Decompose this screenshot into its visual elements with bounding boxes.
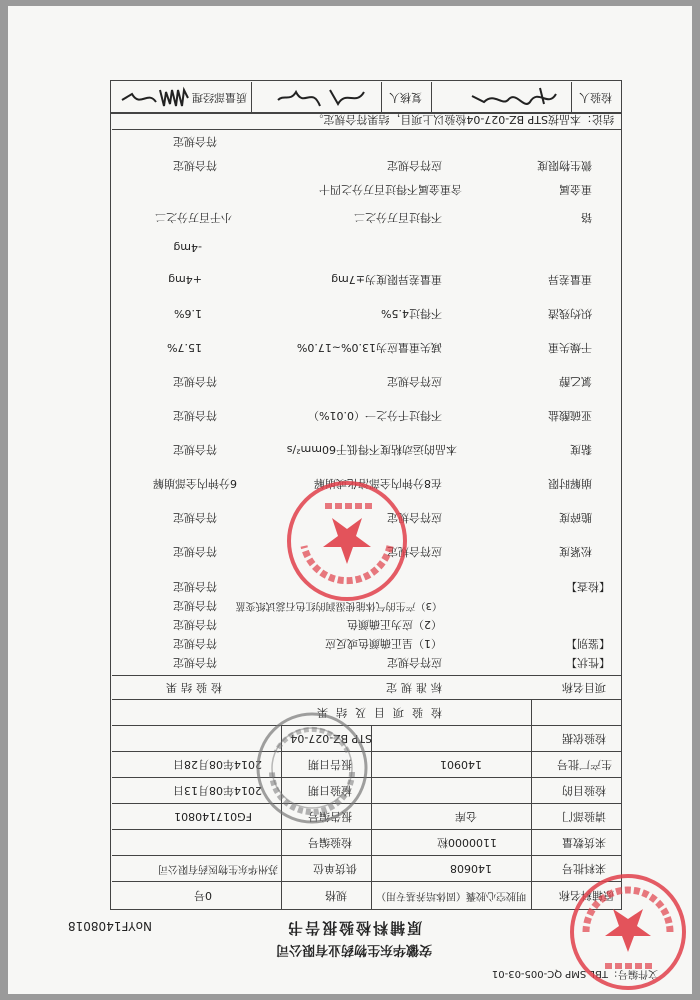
label-quantity: 来货数量 (562, 836, 606, 849)
value-basis: STP BZ-027-04 (290, 732, 372, 745)
rotated-report-sheet (8, 6, 692, 994)
row-result: 15.7% (167, 341, 202, 354)
row-standard: （1）呈正确颜色或反应 (325, 637, 442, 650)
row-result: -4mg (173, 241, 202, 254)
label-spec: 规格 (325, 889, 347, 902)
value-material-name: 明胶空心胶囊（固体培养基专用） (376, 890, 526, 901)
row-result: 符合规定 (173, 656, 217, 669)
row-standard: 不得过百万分之二 (354, 211, 442, 224)
red-company-stamp (282, 476, 412, 606)
label-purpose: 检验目的 (562, 784, 606, 797)
value-supplier: 苏州华东生物医药有限公司 (158, 863, 278, 874)
row-item: 氯乙醇 (559, 375, 592, 388)
label-report-code: 报告编号 (308, 810, 352, 823)
value-dept: 仓库 (455, 810, 477, 823)
row-standard: 含重金属不得过百万分之四十 (319, 183, 462, 196)
reviewer-signature (264, 84, 374, 112)
row-result: 符合规定 (173, 375, 217, 388)
col-item: 项目名称 (562, 681, 606, 694)
value-mfr-batch: 140901 (440, 758, 482, 771)
row-standard: 应符合规定 (387, 545, 442, 558)
label-supplier: 供货单位 (313, 862, 357, 875)
row-item: 铬 (581, 211, 592, 224)
row-item: 炽灼残渣 (548, 307, 592, 320)
company-name: 安徽华东生物药业有限公司 (275, 942, 432, 957)
row-item: 微生物限度 (537, 159, 592, 172)
row-standard: 应符合规定 (387, 656, 442, 669)
document-page (8, 6, 692, 994)
row-result: 符合规定 (173, 511, 217, 524)
reviewer-label: 复核人 (389, 91, 422, 104)
row-item: 【性状】 (566, 656, 610, 669)
row-standard: 本品的运动粘度不得低于60mm²/s (286, 443, 457, 456)
row-item: 亚硫酸盐 (548, 409, 592, 422)
label-report-date: 报告日期 (308, 758, 352, 771)
section-header: 检验项目及结果 (309, 706, 442, 719)
row-result: 符合规定 (173, 618, 217, 631)
row-standard: （3）产生的气体能使湿润的红色石蕊试纸变蓝 (235, 600, 442, 611)
row-result: 符合规定 (173, 159, 217, 172)
conclusion-text: 结论：本品按STP BZ-027-04检验以上项目，结果符合规定。 (312, 113, 614, 126)
label-material-name: 原辅料名称 (559, 889, 614, 902)
value-report-code: FG017140801 (174, 810, 252, 823)
row-item: 重金属 (559, 183, 592, 196)
row-standard: 应符合规定 (387, 375, 442, 388)
label-mfr-batch: 生产厂批号 (557, 758, 612, 771)
value-batch: 140608 (450, 862, 492, 875)
value-report-date: 2014年08月28日 (173, 758, 262, 771)
value-quantity: 1100000粒 (437, 836, 497, 849)
row-item: 松紧度 (559, 545, 592, 558)
row-item: 干燥失重 (548, 341, 592, 354)
row-item: 脆碎度 (559, 511, 592, 524)
col-standard: 标准规定 (382, 681, 442, 694)
qa-manager-label: 质量部经理 (192, 91, 247, 104)
gray-inspection-stamp (252, 708, 372, 828)
row-standard: 减失重量应为13.0%~17.0% (296, 341, 442, 354)
row-standard: 不得过千分之一（0.01%） (308, 409, 442, 422)
row-standard: 重量差异限度为±7mg (331, 273, 442, 286)
corner-supplier-stamp (562, 864, 692, 994)
row-result: 小于百万分之二 (155, 211, 232, 224)
row-item: 【鉴别】 (566, 637, 610, 650)
row-item: 【检查】 (566, 580, 610, 593)
report-number: NoYF1408018 (68, 919, 152, 933)
qa-manager-signature (114, 84, 192, 112)
report-title: 原辅料检验报告书 (285, 919, 422, 937)
row-item: 重量差异 (548, 273, 592, 286)
value-test-date: 2014年08月13日 (173, 784, 262, 797)
label-basis: 检验依据 (562, 732, 606, 745)
row-standard: 不得过4.5% (381, 307, 442, 320)
value-spec: 0号 (194, 889, 212, 902)
row-standard: 在8分钟内全部溶化或崩解 (314, 477, 442, 490)
row-item: 黏度 (570, 443, 592, 456)
col-result: 检验结果 (162, 681, 222, 694)
row-result: 符合规定 (173, 545, 217, 558)
row-result: 符合规定 (173, 443, 217, 456)
inspector-signature (444, 84, 564, 112)
row-result: 符合规定 (173, 409, 217, 422)
row-result: 1.6% (174, 307, 202, 320)
row-result: 符合规定 (173, 599, 217, 612)
row-result: 符合规定 (173, 135, 217, 148)
inspector-label: 检验人 (579, 91, 612, 104)
row-result: +4mg (168, 273, 202, 286)
row-result: 6分钟内全部崩解 (153, 477, 237, 490)
label-test-date: 检验日期 (308, 784, 352, 797)
row-item: 崩解时限 (548, 477, 592, 490)
row-result: 符合规定 (173, 637, 217, 650)
row-standard: （2）应为正确颜色 (347, 618, 442, 631)
label-dept: 请验部门 (562, 810, 606, 823)
doc-number: 文件编号：TBL SMP QC-005-03-01 (491, 968, 658, 979)
label-test-number: 检验编号 (308, 836, 352, 849)
label-batch: 来料批号 (562, 862, 606, 875)
row-standard: 应符合规定 (387, 511, 442, 524)
row-result: 符合规定 (173, 580, 217, 593)
row-standard: 应符合规定 (387, 159, 442, 172)
